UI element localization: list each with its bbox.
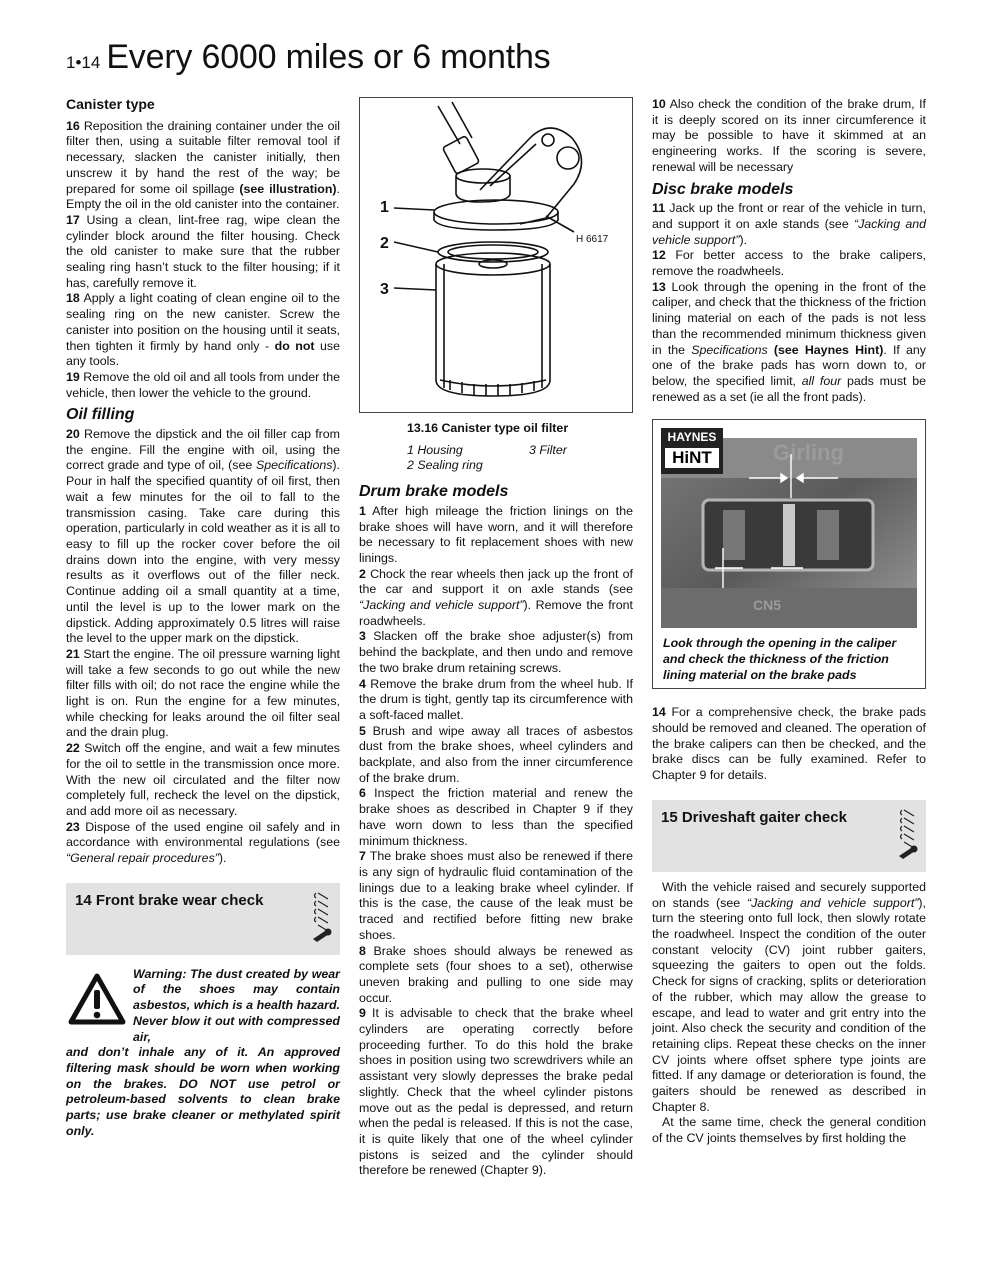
paragraph-1: 1 After high mileage the friction linings on the brake shoes will have worn, and it will therefore be necessary to fit replacement shoes with new linings. [359,503,633,565]
paragraph-17: 17 Using a clean, lint-free rag, wipe clean the cylinder block around the filter housing. Check the old canister to make sure that the rubber sealing ring hasn’t stuck to the filter housing; if it has, carefully remove it. [66,212,340,290]
hint-caption: Look through the opening in the caliper and check the thickness of the friction lining material on the brake pads [663,636,897,682]
paragraph-12: 12 For better access to the brake calipers, remove the roadwheels. [652,248,926,279]
haynes-brand-label: HAYNES [667,430,717,445]
spanner-rating-icon [310,887,336,951]
page-title: Every 6000 miles or 6 months [106,38,551,76]
page-number: 1•14 [66,53,101,72]
paragraph-23: 23 Dispose of the used engine oil safely and in accordance with environmental regulations (see “General repair procedures”). [66,819,340,866]
haynes-hint-badge [661,428,723,474]
oil-filter-figure [359,97,633,413]
section-15-title: 15 Driveshaft gaiter check [661,808,847,826]
paragraph-22: 22 Switch off the engine, and wait a few minutes for the oil to settle in the transmission once more. With the new oil circulated and the filter now completely full, recheck the level on the dipstick, and add more oil as necessary. [66,741,340,818]
figure-label-1: 1 [380,199,389,216]
heading-disc-brake-models: Disc brake models [652,180,794,198]
svg-text:Girling: Girling [773,440,844,466]
paragraph-11: 11 Jack up the front or rear of the vehicle in turn, and support it on axle stands (see “Jacking and vehicle support”). [652,201,926,247]
legend-item-sealing-ring: 2 Sealing ring [407,458,483,473]
paragraph-9: 9 It is advisable to check that the brake wheel cylinders are operating correctly before proceeding further. To do this hold the brake shoes in position using two screwdrivers while an assistant very slowly depresses the brake pedal slightly. Check that the wheel cylinder pistons move out as the pedal is depressed, and return when the pedal is released. If this is not the case, it is quite likely that one of the wheel cylinder pistons is seized and the cylinder should therefore be renewed (Chapter 9). [359,1006,633,1178]
paragraph-5: 5 Brush and wipe away all traces of asbestos dust from the brake shoes, wheel cylinders and backplate, and also from the inner circumference of the brake drum. [359,723,633,785]
paragraph-20: 20 Remove the dipstick and the oil filler cap from the engine. Fill the engine with oil, using the correct grade and type of oil, (see Specifications). Pour in half the specified quantity of oil first, then wait a few minutes for the oil to fall to the transmission casing. Take care during this operation, particularly in cold weather as it is all to easy to fill up the rocker cover before the oil drains down into the engine, with very messy results as it overflows out of the filler neck. Continue adding oil a small quantity at a time, until the level is up to the lower mark on the dipstick. Adding approximately 0.5 litres will raise the level to the upper mark on the dipstick. [66,427,340,646]
section-15-box [652,800,926,872]
haynes-hint-box [652,419,926,689]
paragraph-gaiter-check: With the vehicle raised and securely supported on stands (see “Jacking and vehicle support”), turn the steering onto full lock, then slowly rotate the roadwheel. Inspect the condition of the outer constant velocity (CV) joint rubber gaiters, squeezing the gaiters to open out the folds. Check for signs of cracking, splits or deterioration of the rubber, which may allow the grease to escape, and lead to water and grit entry into the joint. Also check the security and condition of the retaining clips. Repeat these checks on the inner CV joints where offset sphere type joints are fitted. If any damage or deterioration is found, the gaiters should be renewed as described in Chapter 8. [652,879,926,1114]
legend-item-housing: 1 Housing [407,442,463,457]
paragraph-7: 7 The brake shoes must also be renewed if there is any sign of hydraulic fluid contamination of the linings due to a leaking brake wheel cylinder. If this is the case, the cause of the leak must be traced and rectified before fitting new brake shoes. [359,849,634,942]
column-3 [652,97,926,1147]
warning-text-head: Warning: The dust created by wear of the shoes may contain asbestos, which is a health hazard. Never blow it out with compressed air, [133,966,340,1044]
legend-item-filter: 3 Filter [529,442,567,457]
figure-legend [407,443,633,474]
paragraph-4: 4 Remove the brake drum from the wheel hub. If the drum is tight, gently tap its circumference with a soft-faced mallet. [359,676,633,722]
figure-ref: H 6617 [576,234,609,245]
figure-label-2: 2 [380,235,389,252]
canister-oil-filter-illustration [360,98,632,410]
warning-text-tail: and don’t inhale any of it. An approved filtering mask should be worn when working on the brakes. DO NOT use petrol or petroleum-based solvents to clean brake parts; use brake cleaner or methylated spirit only. [66,1045,340,1138]
section-14-box [66,883,340,955]
paragraph-6: 6 Inspect the friction material and renew the brake shoes as described in Chapter 9 if they have worn down to less than the specified minimum thickness. [359,786,633,848]
figure-caption-title: 13.16 Canister type oil filter [407,421,569,435]
paragraph-10: 10 Also check the condition of the brake drum, If it is deeply scored on its inner circumference it may be possible to have it skimmed at an engineering works. If the scoring is severe, renewal will be necessary [652,97,926,174]
heading-canister-type: Canister type [66,96,155,112]
paragraph-cv-joints: At the same time, check the general condition of the CV joints themselves by first holding the [652,1115,926,1146]
paragraph-8: 8 Brake shoes should always be renewed as complete sets (four shoes to a set), otherwise uneven braking and pulling to one side may occur. [359,943,633,1005]
section-14-title: 14 Front brake wear check [75,891,264,909]
paragraph-19: 19 Remove the old oil and all tools from under the vehicle, then lower the vehicle to the ground. [66,369,340,400]
hint-logo-label: HiNT [665,448,719,468]
paragraph-2: 2 Chock the rear wheels then jack up the front of the car and support it on axle stands (see “Jacking and vehicle support”). Remove the front roadwheels. [359,566,633,628]
column-1 [66,97,340,1139]
svg-text:CN5: CN5 [753,597,782,614]
figure-label-3: 3 [380,281,389,298]
warning-triangle-icon [68,973,126,1025]
spanner-rating-icon [896,804,922,868]
paragraph-14: 14 For a comprehensive check, the brake pads should be removed and cleaned. The operation of the brake calipers can then be checked, and the brake discs can be fully examined. Refer to Chapter 9 for details. [652,705,926,783]
paragraph-18: 18 Apply a light coating of clean engine oil to the sealing ring on the new canister. Screw the canister into position on the housing until it seats, then tighten it firmly by hand only - do not use any tools. [66,291,341,369]
heading-oil-filling: Oil filling [66,406,135,424]
page-header [66,38,550,82]
paragraph-21: 21 Start the engine. The oil pressure warning light will take a few seconds to go out while the new filter fills with oil; do not race the engine while the light is on. Run the engine for a few minutes, while checking for leaks around the oil filter seal and the drain plug. [66,646,340,740]
warning-block [66,967,340,1140]
paragraph-16: 16 Reposition the draining container under the oil filter then, using a suitable filter removal tool if necessary, slacken the canister initially, then unscrew it by hand the rest of the way; be prepared for some oil spillage (see illustration). Empty the oil in the old canister into the container. [66,118,340,212]
column-2 [359,97,633,1179]
paragraph-3: 3 Slacken off the brake shoe adjuster(s) from behind the backplate, and then undo and remove the two brake drum retaining screws. [359,629,633,675]
heading-drum-brake-models: Drum brake models [359,483,509,501]
paragraph-13: 13 Look through the opening in the front of the caliper, and check that the thickness of the friction lining material on each of the pads is not less than the recommended minimum thickness given in the Specifications (see Haynes Hint). If any one of the brake pads has worn down to, or below, the specified limit, all four pads must be renewed as a set (ie all the front pads). [652,279,926,404]
